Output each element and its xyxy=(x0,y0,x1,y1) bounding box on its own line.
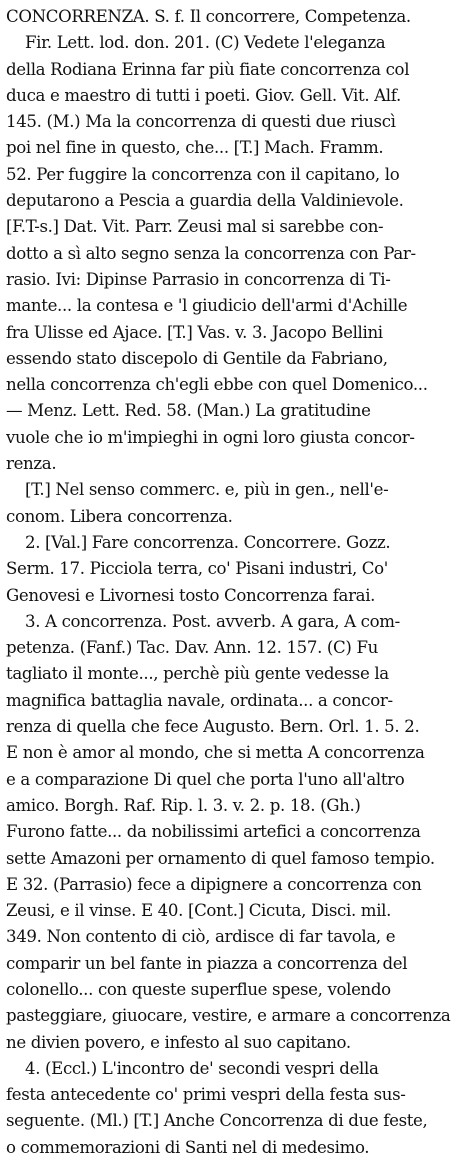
entry-line: vuole che io m'impieghi in ogni loro giusta concor- xyxy=(6,427,415,447)
entry-line: E non è amor al mondo, che si metta A concorrenza xyxy=(6,743,425,763)
entry-line: tagliato il monte..., perchè più gente vedesse la xyxy=(6,664,389,684)
entry-line: e a comparazione Di quel che porta l'uno all'altro xyxy=(6,769,405,789)
entry-line: CONCORRENZA. S. f. Il concorrere, Competenza. xyxy=(6,7,411,26)
entry-line: Zeusi, e il vinse. E 40. [Cont.] Cicuta, Disci. mil. xyxy=(6,901,392,921)
entry-line: petenza. (Fanf.) Tac. Dav. Ann. 12. 157. (C) Fu xyxy=(6,638,378,658)
entry-line: Fir. Lett. lod. don. 201. (C) Vedete l'eleganza xyxy=(25,33,386,53)
entry-line: essendo stato discepolo di Gentile da Fabriano, xyxy=(6,348,388,368)
entry-line: E 32. (Parrasio) fece a dipignere a concorrenza con xyxy=(6,874,422,894)
entry-line: duca e maestro di tutti i poeti. Giov. Gell. Vit. Alf. xyxy=(6,85,401,105)
entry-line: pasteggiare, giuocare, vestire, e armare a concorrenza xyxy=(6,1006,451,1026)
entry-line: amico. Borgh. Raf. Rip. l. 3. v. 2. p. 18. (Gh.) xyxy=(6,795,361,815)
entry-line: Genovesi e Livornesi tosto Concorrenza farai. xyxy=(6,585,376,605)
entry-line: 52. Per fuggire la concorrenza con il capitano, lo xyxy=(6,164,400,184)
entry-line: Serm. 17. Picciola terra, co' Pisani industri, Co' xyxy=(6,559,388,579)
entry-line: colonello... con queste superflue spese, volendo xyxy=(6,979,391,999)
entry-line: sette Amazoni per ornamento di quel famoso tempio. xyxy=(6,848,435,868)
entry-line: 4. (Eccl.) L'incontro de' secondi vespri della xyxy=(25,1058,379,1078)
entry-line: [T.] Nel senso commerc. e, più in gen., nell'e- xyxy=(25,480,389,500)
entry-line: deputarono a Pescia a guardia della Valdinievole. xyxy=(6,191,404,211)
entry-line: 349. Non contento di ciò, ardisce di far tavola, e xyxy=(6,927,396,947)
entry-line: fra Ulisse ed Ajace. [T.] Vas. v. 3. Jacopo Bellini xyxy=(6,322,383,342)
entry-line: della Rodiana Erinna far più fiate concorrenza col xyxy=(6,59,410,79)
entry-line: dotto a sì alto segno senza la concorrenza con Par- xyxy=(6,243,416,263)
entry-line: ne divien povero, e infesto al suo capitano. xyxy=(6,1032,351,1052)
entry-line: o commemorazioni di Santi nel di medesimo. xyxy=(6,1137,370,1157)
entry-line: Furono fatte... da nobilissimi artefici a concorrenza xyxy=(6,822,421,842)
entry-line: — Menz. Lett. Red. 58. (Man.) La gratitudine xyxy=(6,401,371,421)
entry-line: 2. [Val.] Fare concorrenza. Concorrere. Gozz. xyxy=(25,532,391,552)
entry-line: [F.T-s.] Dat. Vit. Parr. Zeusi mal si sarebbe con- xyxy=(6,217,384,237)
entry-line: nella concorrenza ch'egli ebbe con quel Domenico... xyxy=(6,375,428,395)
entry-line: rasio. Ivi: Dipinse Parrasio in concorrenza di Ti- xyxy=(6,269,391,289)
entry-line: magnifica battaglia navale, ordinata... a concor- xyxy=(6,690,393,710)
entry-line: mante... la contesa e 'l giudicio dell'armi d'Achille xyxy=(6,296,408,316)
entry-line: festa antecedente co' primi vespri della festa sus- xyxy=(6,1085,406,1105)
entry-line: poi nel fine in questo, che... [T.] Mach. Framm. xyxy=(6,138,384,158)
entry-line: renza. xyxy=(6,454,57,474)
entry-line: 145. (M.) Ma la concorrenza di questi due riuscì xyxy=(6,112,396,132)
entry-line: seguente. (Ml.) [T.] Anche Concorrenza di due feste, xyxy=(6,1111,428,1131)
entry-line: conom. Libera concorrenza. xyxy=(6,506,233,526)
entry-line: renza di quella che fece Augusto. Bern. Orl. 1. 5. 2. xyxy=(6,717,420,737)
entry-line: 3. A concorrenza. Post. avverb. A gara, A com- xyxy=(25,611,400,631)
entry-line: comparir un bel fante in piazza a concorrenza del xyxy=(6,953,408,973)
